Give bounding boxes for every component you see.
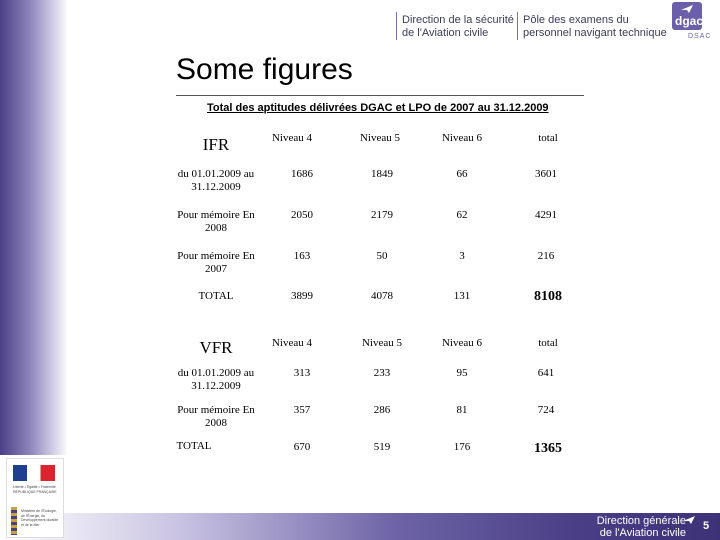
ifr-cell: 1686 bbox=[291, 168, 313, 180]
ifr-col-header: Niveau 4 bbox=[271, 132, 312, 144]
ifr-cell: 2179 bbox=[371, 209, 393, 221]
plane-icon bbox=[680, 4, 694, 14]
vfr-grand-total: 1365 bbox=[534, 441, 562, 456]
french-flag-icon bbox=[13, 465, 55, 481]
ifr-grand-total: 8108 bbox=[534, 289, 562, 304]
title-rule bbox=[176, 95, 584, 96]
header-separator bbox=[396, 12, 397, 40]
ifr-row-label: TOTAL bbox=[198, 290, 234, 302]
ifr-cell: 50 bbox=[376, 250, 388, 262]
vfr-cell: 670 bbox=[293, 441, 311, 453]
ifr-cell: 163 bbox=[293, 250, 311, 262]
header-dept1 bbox=[402, 14, 514, 40]
vfr-row-label: TOTAL bbox=[176, 440, 212, 452]
ifr-cell: 2050 bbox=[291, 209, 313, 221]
dgac-logo-box bbox=[672, 2, 702, 30]
vfr-row-label: Pour mémoire En 2008 bbox=[177, 404, 255, 429]
vfr-col-header: total bbox=[538, 337, 558, 349]
ifr-cell: 3 bbox=[459, 250, 465, 262]
dgac-logo bbox=[672, 2, 716, 44]
header-dept1-line1: Direction de la sécurité bbox=[402, 14, 514, 26]
rf-ministry: Ministère de l'Écologie, de l'Énergie, du Développement durable et de la Mer bbox=[21, 509, 59, 527]
vfr-col-header: Niveau 4 bbox=[271, 337, 312, 349]
vfr-cell: 95 bbox=[456, 367, 468, 379]
vfr-cell: 286 bbox=[373, 404, 391, 416]
ifr-col-header: Niveau 5 bbox=[359, 132, 400, 144]
vfr-cell: 233 bbox=[373, 367, 391, 379]
header-dept1-line2: de l'Aviation civile bbox=[402, 27, 489, 39]
vfr-col-header: Niveau 6 bbox=[441, 337, 482, 349]
ifr-cell: 131 bbox=[453, 290, 471, 302]
dgac-logo-sub: DSAC bbox=[688, 33, 712, 40]
slide-subtitle: Total des aptitudes délivrées DGAC et LPO de 2007 au 31.12.2009 bbox=[207, 102, 549, 114]
ministry-deco-icon bbox=[11, 507, 17, 535]
page-number: 5 bbox=[703, 520, 710, 532]
ifr-row-label: du 01.01.2009 au 31.12.2009 bbox=[177, 168, 255, 193]
vfr-cell: 357 bbox=[293, 404, 311, 416]
ifr-cell: 3601 bbox=[535, 168, 557, 180]
vfr-row-label: du 01.01.2009 au 31.12.2009 bbox=[177, 367, 255, 392]
vfr-cell: 313 bbox=[293, 367, 311, 379]
vfr-cell: 519 bbox=[373, 441, 391, 453]
ifr-cell: 3899 bbox=[291, 290, 313, 302]
slide-title: Some figures bbox=[176, 53, 353, 86]
rf-motto: Liberté • Égalité • Fraternité RÉPUBLIQUE FRANÇAISE bbox=[13, 485, 57, 494]
footer-org bbox=[564, 515, 686, 539]
header-dept2-line1: Pôle des examens du bbox=[523, 14, 629, 26]
ifr-cell: 4078 bbox=[371, 290, 393, 302]
ifr-heading: IFR bbox=[202, 135, 230, 154]
footer-org-line2: de l'Aviation civile bbox=[599, 527, 686, 539]
header-dept2-line2: personnel navigant technique bbox=[523, 27, 667, 39]
ifr-row-label: Pour mémoire En 2008 bbox=[177, 209, 255, 234]
vfr-cell: 176 bbox=[453, 441, 471, 453]
vfr-cell: 81 bbox=[456, 404, 468, 416]
ifr-cell: 66 bbox=[456, 168, 468, 180]
ifr-cell: 62 bbox=[456, 209, 468, 221]
footer-org-line1: Direction générale bbox=[596, 515, 686, 527]
ifr-cell: 216 bbox=[537, 250, 555, 262]
dgac-logo-word: dgac bbox=[675, 14, 704, 28]
ifr-col-header: total bbox=[538, 132, 558, 144]
vfr-cell: 641 bbox=[537, 367, 555, 379]
header-dept2 bbox=[523, 14, 667, 40]
plane-icon bbox=[682, 515, 696, 525]
republique-francaise-logo bbox=[6, 458, 64, 538]
header-separator bbox=[517, 12, 518, 40]
ifr-cell: 4291 bbox=[535, 209, 557, 221]
vfr-heading: VFR bbox=[199, 338, 233, 357]
vfr-col-header: Niveau 5 bbox=[361, 337, 402, 349]
ifr-row-label: Pour mémoire En 2007 bbox=[177, 250, 255, 275]
ifr-cell: 1849 bbox=[371, 168, 393, 180]
vfr-cell: 724 bbox=[537, 404, 555, 416]
ifr-col-header: Niveau 6 bbox=[441, 132, 482, 144]
